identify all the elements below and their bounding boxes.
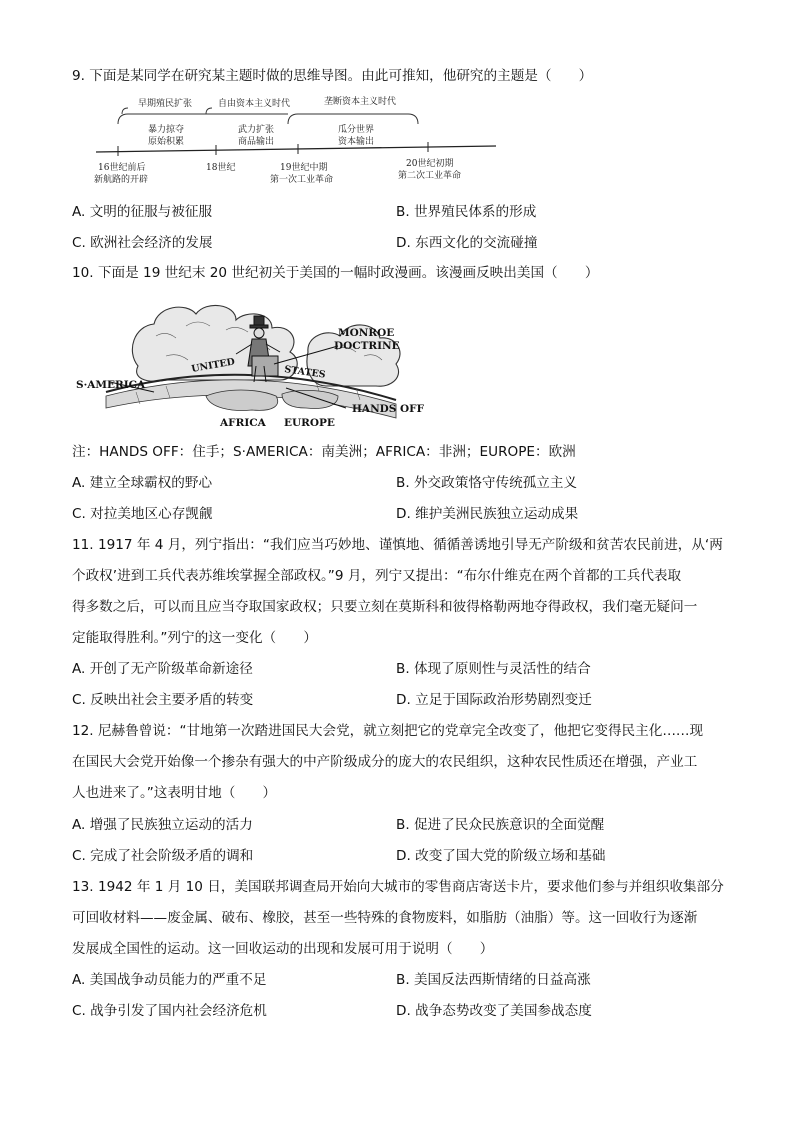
q12-option-a[interactable]: A. 增强了民族独立运动的活力: [72, 817, 253, 833]
q10-stem: 10. 下面是 19 世纪末 20 世纪初关于美国的一幅时政漫画。该漫画反映出美国（ ）: [72, 265, 599, 281]
q13-line-3: 发展成全国性的运动。这一回收运动的出现和发展可用于说明（ ）: [72, 941, 494, 957]
milestone-3b: 第一次工业革命: [270, 175, 334, 185]
means-1b: 原始积累: [148, 137, 185, 147]
q10-note: 注：HANDS OFF：住手；S·AMERICA：南美洲；AFRICA：非洲；EUROPE：欧洲: [72, 444, 576, 460]
q11-option-c[interactable]: C. 反映出社会主要矛盾的转变: [72, 692, 254, 708]
q11-line-3: 得多数之后，可以而且应当夺取国家政权；只要立刻在莫斯科和彼得格勒两地夺得政权，我们毫无疑问一: [72, 599, 698, 615]
q12-option-b[interactable]: B. 促进了民众民族意识的全面觉醒: [396, 817, 605, 833]
milestone-1b: 新航路的开辟: [94, 175, 149, 185]
means-2b: 商品输出: [238, 137, 275, 147]
q13-option-a[interactable]: A. 美国战争动员能力的严重不足: [72, 972, 267, 988]
milestone-3a: 19世纪中期: [280, 163, 328, 173]
era-early-colonial: 早期殖民扩张: [138, 99, 193, 109]
q13-line-1: 13. 1942 年 1 月 10 日，美国联邦调查局开始向大城市的零售商店寄送卡片，要求他们参与并组织收集部分: [72, 879, 724, 895]
milestone-4b: 第二次工业革命: [398, 171, 462, 181]
q12-option-d[interactable]: D. 改变了国大党的阶级立场和基础: [396, 848, 606, 864]
milestone-1a: 16世纪前后: [98, 163, 146, 173]
cartoon-hands-off: HANDS OFF: [352, 403, 425, 415]
q11-line-2: 个政权’进到工兵代表苏维埃掌握全部政权。”9 月，列宁又提出：“布尔什维克在两个首都的工兵代表取: [72, 568, 682, 584]
cartoon-doctrine: DOCTRINE: [334, 340, 400, 352]
q13-option-c[interactable]: C. 战争引发了国内社会经济危机: [72, 1003, 267, 1019]
q13-option-d[interactable]: D. 战争态势改变了美国参战态度: [396, 1003, 592, 1019]
q9-stem: 9. 下面是某同学在研究某主题时做的思维导图。由此可推知，他研究的主题是（ ）: [72, 68, 593, 84]
q10-option-d[interactable]: D. 维护美洲民族独立运动成果: [396, 506, 579, 522]
era-free-capitalism: 自由资本主义时代: [218, 99, 291, 109]
q10-option-b[interactable]: B. 外交政策恪守传统孤立主义: [396, 475, 578, 491]
means-3b: 资本输出: [338, 137, 375, 147]
cartoon-monroe: MONROE: [338, 327, 395, 339]
q9-option-c[interactable]: C. 欧洲社会经济的发展: [72, 235, 213, 251]
cartoon-states: STATES: [283, 364, 327, 381]
q13-option-b[interactable]: B. 美国反法西斯情绪的日益高涨: [396, 972, 591, 988]
q11-line-1: 11. 1917 年 4 月，列宁指出：“我们应当巧妙地、谨慎地、循循善诱地引导无产阶级和贫苦农民前进，从‘两: [72, 537, 723, 553]
cartoon-africa: AFRICA: [220, 417, 266, 429]
q12-line-2: 在国民大会党开始像一个掺杂有强大的中产阶级成分的庞大的农民组织，这种农民性质还在增强，产业工: [72, 754, 698, 770]
milestone-4a: 20世纪初期: [406, 159, 454, 169]
cartoon-united: UNITED: [190, 356, 236, 375]
q11-option-d[interactable]: D. 立足于国际政治形势剧烈变迁: [396, 692, 592, 708]
q10-option-c[interactable]: C. 对拉美地区心存觊觎: [72, 506, 213, 522]
means-1a: 暴力掠夺: [148, 125, 185, 135]
era-monopoly-capitalism: 垄断资本主义时代: [324, 97, 397, 107]
q11-option-a[interactable]: A. 开创了无产阶级革命新途径: [72, 661, 253, 677]
q11-line-4: 定能取得胜利。”列宁的这一变化（ ）: [72, 630, 317, 646]
cartoon-s-america: S·AMERICA: [76, 379, 146, 391]
q9-option-b[interactable]: B. 世界殖民体系的形成: [396, 204, 537, 220]
q12-option-c[interactable]: C. 完成了社会阶级矛盾的调和: [72, 848, 254, 864]
q12-line-1: 12. 尼赫鲁曾说：“甘地第一次踏进国民大会党，就立刻把它的党章完全改变了，他把它变得民主化……现: [72, 723, 704, 739]
q9-option-a[interactable]: A. 文明的征服与被征服: [72, 204, 213, 220]
q10-option-a[interactable]: A. 建立全球霸权的野心: [72, 475, 213, 491]
milestone-2: 18世纪: [206, 163, 236, 173]
q10-cartoon: [76, 296, 436, 432]
q12-line-3: 人也进来了。”这表明甘地（ ）: [72, 785, 277, 801]
q9-mind-map: [88, 90, 508, 192]
means-3a: 瓜分世界: [338, 125, 375, 135]
means-2a: 武力扩张: [238, 125, 275, 135]
q13-line-2: 可回收材料——废金属、破布、橡胶，甚至一些特殊的食物废料，如脂肪（油脂）等。这一回收行为逐渐: [72, 910, 698, 926]
cartoon-europe: EUROPE: [284, 417, 335, 429]
q11-option-b[interactable]: B. 体现了原则性与灵活性的结合: [396, 661, 591, 677]
q9-option-d[interactable]: D. 东西文化的交流碰撞: [396, 235, 538, 251]
